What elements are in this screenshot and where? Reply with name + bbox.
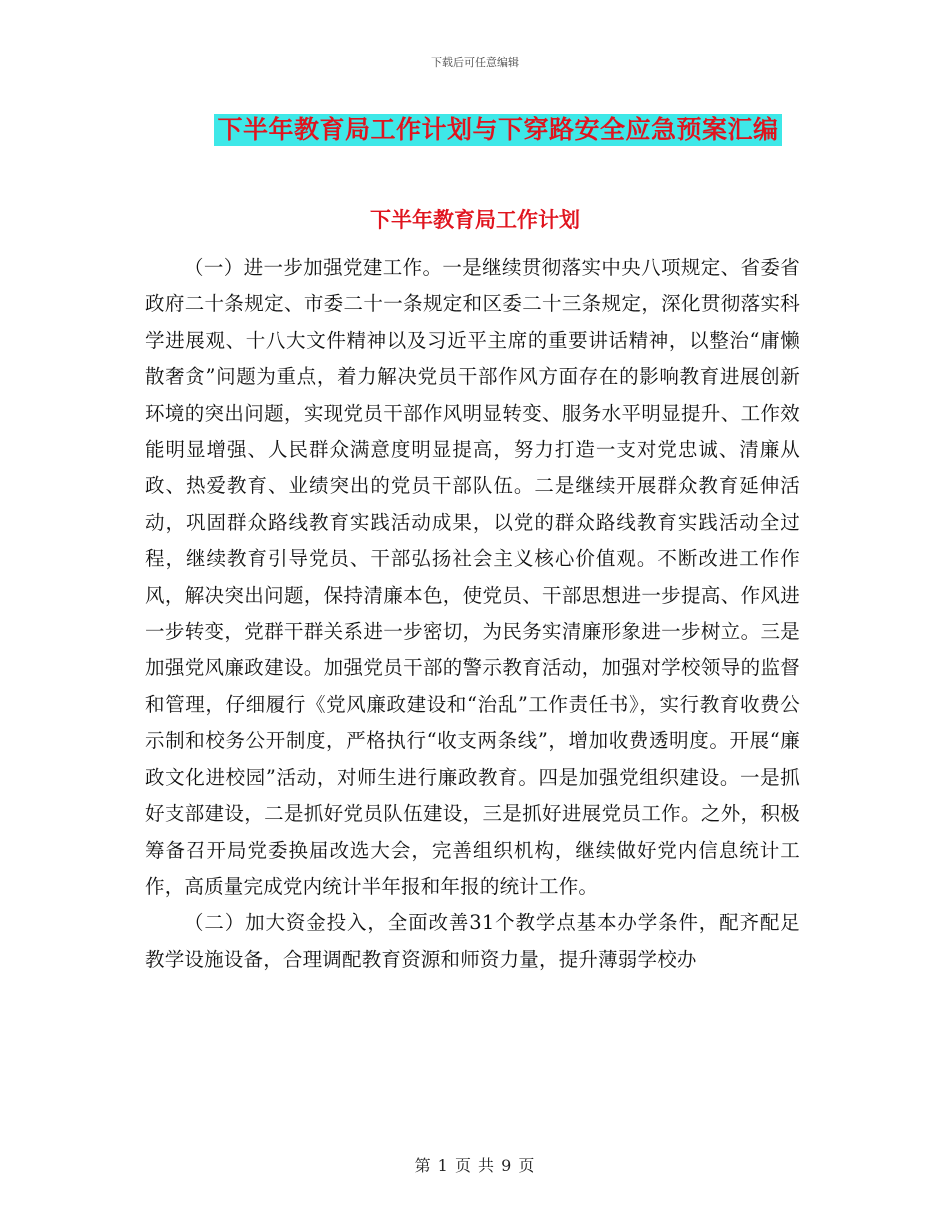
page-number-footer: 第 1 页 共 9 页 bbox=[414, 1156, 536, 1175]
header-note: 下载后可任意编辑 bbox=[431, 56, 519, 69]
document-title-wrap bbox=[0, 114, 950, 146]
document-title: 下半年教育局工作计划与下穿路安全应急预案汇编 bbox=[214, 114, 781, 146]
paragraph-1: （一）进一步加强党建工作。一是继续贯彻落实中央八项规定、省委省政府二十条规定、市委二十一条规定和区委二十三条规定，深化贯彻落实科学进展观、十八大文件精神以及习近平主席的重要讲话精神，以整治“庸懒散奢贪”问题为重点，着力解决党员干部作风方面存在的影响教育进展创新环境的突出问题，实现党员干部作风明显转变、服务水平明显提升、工作效能明显增强、人民群众满意度明显提高，努力打造一支对党忠诚、清廉从政、热爱教育、业绩突出的党员干部队伍。二是继续开展群众教育延伸活动，巩固群众路线教育实践活动成果，以党的群众路线教育实践活动全过程，继续教育引导党员、干部弘扬社会主义核心价值观。不断改进工作作风，解决突出问题，保持清廉本色，使党员、干部思想进一步提高、作风进一步转变，党群干群关系进一步密切，为民务实清廉形象进一步树立。三是加强党风廉政建设。加强党员干部的警示教育活动，加强对学校领导的监督和管理，仔细履行《党风廉政建设和“治乱”工作责任书》，实行教育收费公示制和校务公开制度，严格执行“收支两条线”，增加收费透明度。开展“廉政文化进校园”活动，对师生进行廉政教育。四是加强党组织建设。一是抓好支部建设，二是抓好党员队伍建设，三是抓好进展党员工作。之外，积极筹备召开局党委换届改选大会，完善组织机构，继续做好党内信息统计工作，高质量完成党内统计半年报和年报的统计工作。 bbox=[145, 256, 800, 898]
document-body bbox=[145, 250, 800, 978]
section-title: 下半年教育局工作计划 bbox=[370, 208, 580, 232]
paragraph-2: （二）加大资金投入，全面改善31个教学点基本办学条件，配齐配足教学设施设备，合理调配教育资源和师资力量，提升薄弱学校办 bbox=[145, 911, 800, 971]
